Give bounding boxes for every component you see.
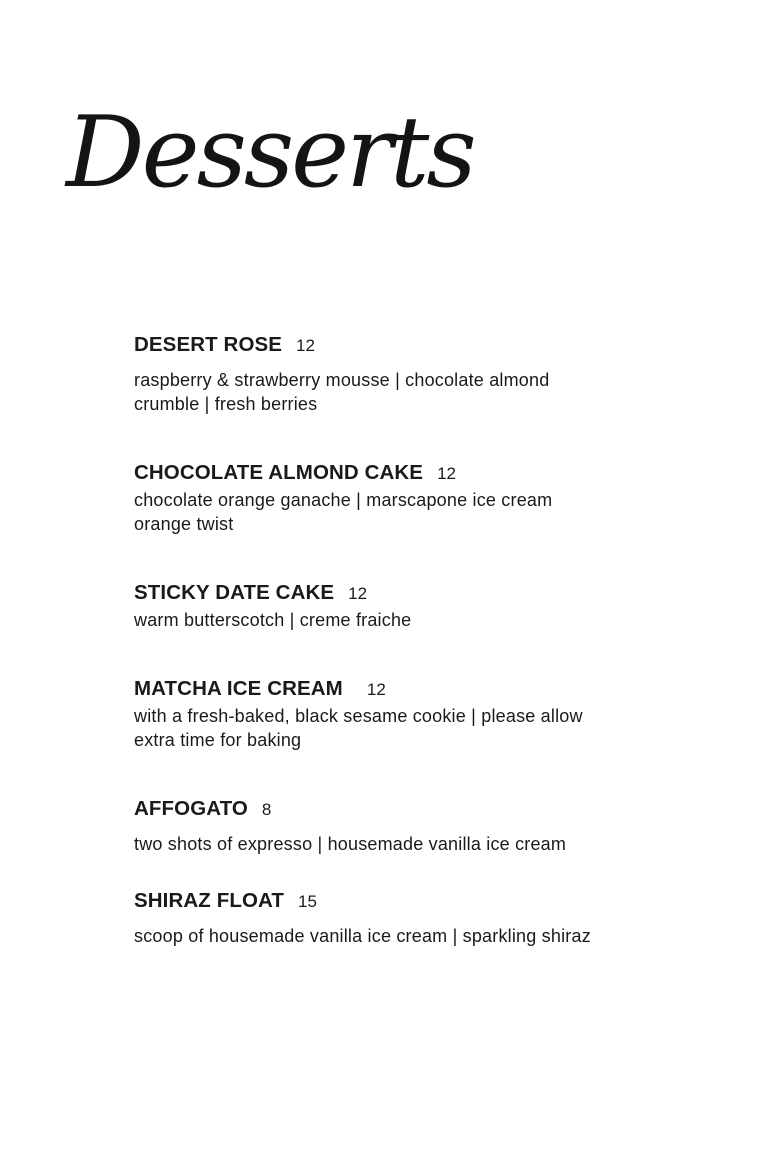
item-description: [134, 924, 744, 948]
menu-item-sticky-date-cake: [134, 580, 744, 632]
item-description-line: chocolate orange ganache | marscapone ice cream: [134, 490, 553, 510]
menu-item-matcha-ice-cream: [134, 676, 744, 752]
item-header: [134, 332, 744, 360]
item-description-line: crumble | fresh berries: [134, 394, 318, 414]
item-header: [134, 460, 744, 488]
item-description: [134, 704, 744, 752]
item-price: 15: [298, 892, 317, 911]
menu-item-affogato: [134, 796, 744, 856]
item-description: [134, 608, 744, 632]
item-description-line: extra time for baking: [134, 730, 302, 750]
item-description-line: raspberry & strawberry mousse | chocolate almond: [134, 370, 550, 390]
item-header: [134, 888, 744, 916]
item-description-line: with a fresh-baked, black sesame cookie | please allow: [134, 706, 583, 726]
item-description-line: two shots of expresso | housemade vanilla ice cream: [134, 834, 567, 854]
item-description-line: scoop of housemade vanilla ice cream | sparkling shiraz: [134, 926, 591, 946]
item-price: 8: [261, 800, 272, 819]
menu-item-desert-rose: [134, 332, 744, 416]
item-description: [134, 368, 744, 416]
item-name: CHOCOLATE ALMOND CAKE: [134, 461, 424, 484]
item-name: DESERT ROSE: [134, 333, 283, 356]
item-header: [134, 676, 744, 704]
item-header: [134, 796, 744, 824]
item-description-line: warm butterscotch | creme fraiche: [134, 610, 412, 630]
item-name: SHIRAZ FLOAT: [134, 889, 284, 912]
item-name: MATCHA ICE CREAM: [134, 677, 343, 700]
item-price: 12: [348, 584, 368, 603]
item-description: [134, 832, 744, 856]
menu-title: Desserts: [66, 96, 474, 210]
item-header: [134, 580, 744, 608]
item-description: [134, 488, 744, 536]
item-name: STICKY DATE CAKE: [134, 581, 335, 604]
item-price: 12: [366, 680, 386, 699]
item-name: AFFOGATO: [134, 797, 248, 820]
item-price: 12: [296, 336, 315, 355]
item-price: 12: [437, 464, 457, 483]
menu-item-chocolate-almond-cake: [134, 460, 744, 536]
menu-item-shiraz-float: [134, 888, 744, 948]
item-description-line: orange twist: [134, 514, 234, 534]
